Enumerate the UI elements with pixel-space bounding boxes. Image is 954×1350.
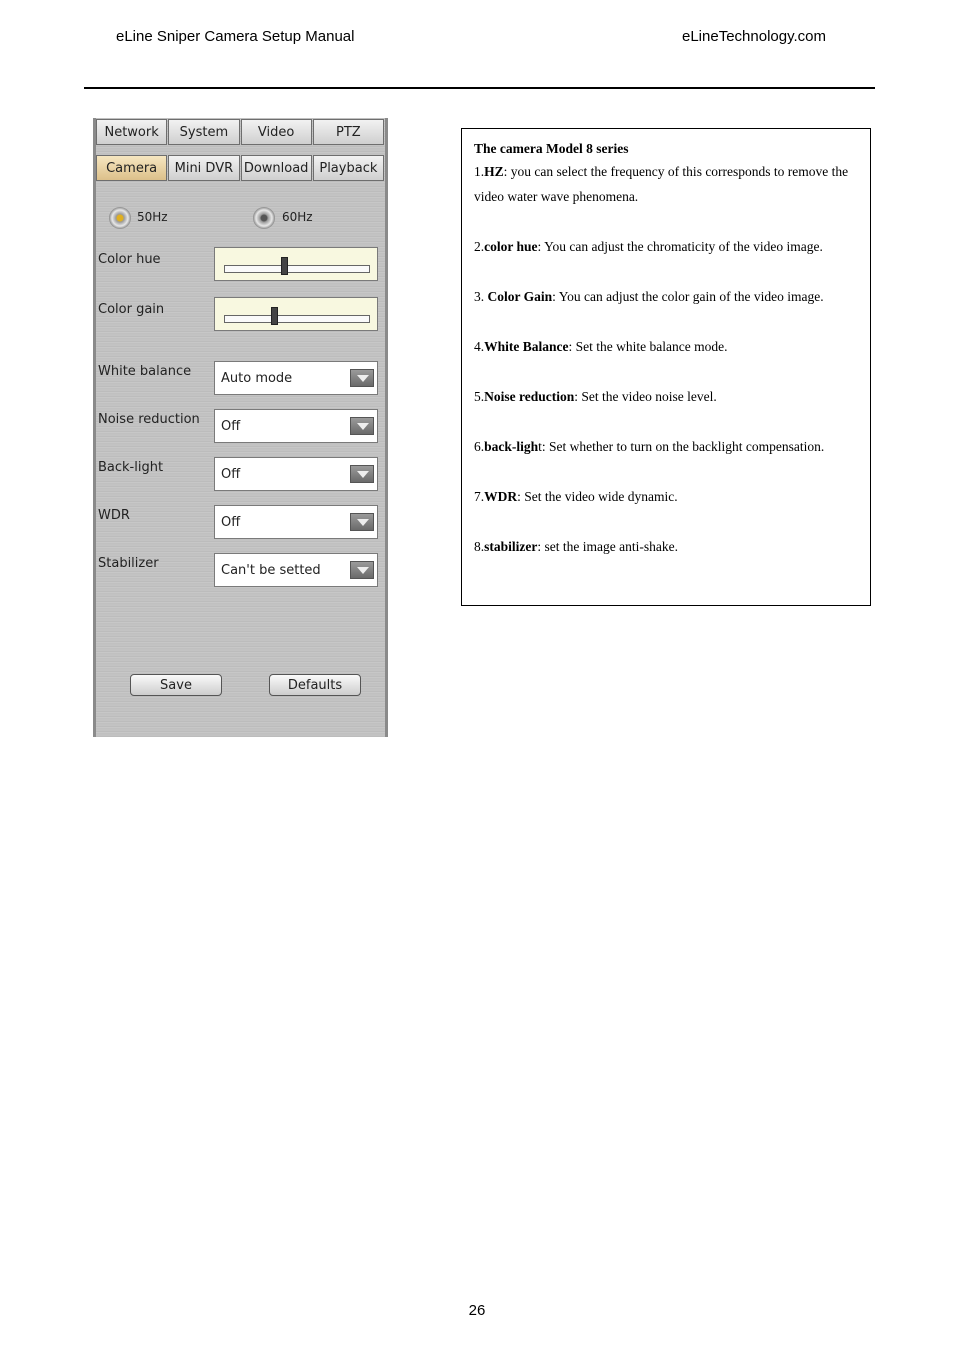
item-text: t: Set whether to turn on the backlight compensation. [538, 439, 825, 454]
camera-settings-description [461, 128, 871, 606]
back-light-label: Back-light [98, 460, 164, 475]
radio-60hz-label: 60Hz [282, 210, 313, 224]
item-term: color hue [484, 239, 538, 254]
dropdown-arrow-icon[interactable] [350, 561, 374, 579]
item-number: 5. [474, 389, 485, 404]
camera-settings-panel [93, 118, 388, 737]
item-term: stabilizer [484, 539, 538, 554]
description-title: The camera Model 8 series [474, 141, 629, 156]
stabilizer-value: Can't be setted [221, 563, 321, 578]
radio-50hz-label: 50Hz [137, 210, 168, 224]
item-number: 7. [474, 489, 485, 504]
paragraph-gap [474, 209, 858, 234]
item-term: Noise reduction [484, 389, 575, 404]
tab-row-bottom [96, 155, 385, 183]
radio-50hz[interactable] [109, 207, 131, 229]
color-hue-slider-thumb[interactable] [281, 257, 288, 275]
paragraph-gap [474, 459, 858, 484]
stabilizer-label: Stabilizer [98, 556, 159, 571]
item-term: White Balance [484, 339, 569, 354]
wdr-select[interactable] [214, 505, 378, 539]
color-gain-label: Color gain [98, 302, 165, 317]
back-light-value: Off [221, 467, 241, 482]
description-item [474, 434, 858, 459]
stabilizer-select[interactable] [214, 553, 378, 587]
tab-camera[interactable]: Camera [96, 155, 167, 181]
tab-playback[interactable]: Playback [313, 155, 384, 181]
save-button[interactable]: Save [130, 674, 222, 696]
item-text: : you can select the frequency of this corresponds to remove the video water wave phenomena. [474, 164, 849, 204]
wdr-label: WDR [98, 508, 130, 523]
paragraph-gap [474, 259, 858, 284]
paragraph-gap [474, 509, 858, 534]
description-item [474, 534, 858, 559]
item-number: 6. [474, 439, 485, 454]
item-text: : Set the video wide dynamic. [517, 489, 678, 504]
item-number: 8. [474, 539, 485, 554]
color-gain-slider-thumb[interactable] [271, 307, 278, 325]
defaults-button[interactable]: Defaults [269, 674, 361, 696]
item-number: 4. [474, 339, 485, 354]
tab-mini-dvr[interactable]: Mini DVR [168, 155, 239, 181]
item-text: : You can adjust the color gain of the video image. [552, 289, 824, 304]
back-light-select[interactable] [214, 457, 378, 491]
item-term: Color Gain [487, 289, 553, 304]
item-term: back-ligh [484, 439, 539, 454]
header-divider [84, 87, 875, 89]
wdr-value: Off [221, 515, 241, 530]
noise-reduction-select[interactable] [214, 409, 378, 443]
color-gain-slider[interactable] [214, 297, 378, 331]
description-item [474, 334, 858, 359]
paragraph-gap [474, 359, 858, 384]
item-number: 3. [474, 289, 488, 304]
white-balance-label: White balance [98, 364, 192, 379]
noise-reduction-value: Off [221, 419, 241, 434]
item-term: WDR [484, 489, 518, 504]
item-term: HZ [484, 164, 504, 179]
paragraph-gap [474, 409, 858, 434]
paragraph-gap [474, 309, 858, 334]
tab-video[interactable]: Video [241, 119, 312, 145]
description-item [474, 234, 858, 259]
slider-track [224, 315, 370, 323]
white-balance-select[interactable] [214, 361, 378, 395]
item-number: 2. [474, 239, 485, 254]
item-text: : Set the video noise level. [574, 389, 717, 404]
tab-network[interactable]: Network [96, 119, 167, 145]
page-number: 26 [468, 1302, 486, 1319]
slider-track [224, 265, 370, 273]
item-text: : set the image anti-shake. [537, 539, 678, 554]
radio-60hz[interactable] [253, 207, 275, 229]
color-hue-label: Color hue [98, 252, 161, 267]
noise-reduction-label: Noise reduction [98, 412, 200, 427]
header-website: eLineTechnology.com [682, 28, 826, 45]
item-number: 1. [474, 164, 485, 179]
header-title: eLine Sniper Camera Setup Manual [116, 28, 355, 45]
dropdown-arrow-icon[interactable] [350, 417, 374, 435]
tab-row-top [96, 119, 385, 147]
description-item [474, 159, 858, 209]
dropdown-arrow-icon[interactable] [350, 369, 374, 387]
dropdown-arrow-icon[interactable] [350, 513, 374, 531]
tab-system[interactable]: System [168, 119, 239, 145]
white-balance-value: Auto mode [221, 371, 293, 386]
tab-download[interactable]: Download [241, 155, 312, 181]
item-text: : You can adjust the chromaticity of the video image. [537, 239, 823, 254]
dropdown-arrow-icon[interactable] [350, 465, 374, 483]
tab-ptz[interactable]: PTZ [313, 119, 384, 145]
description-item [474, 484, 858, 509]
color-hue-slider[interactable] [214, 247, 378, 281]
description-item [474, 384, 858, 409]
item-text: : Set the white balance mode. [568, 339, 728, 354]
description-list [474, 159, 858, 559]
description-item [474, 284, 858, 309]
